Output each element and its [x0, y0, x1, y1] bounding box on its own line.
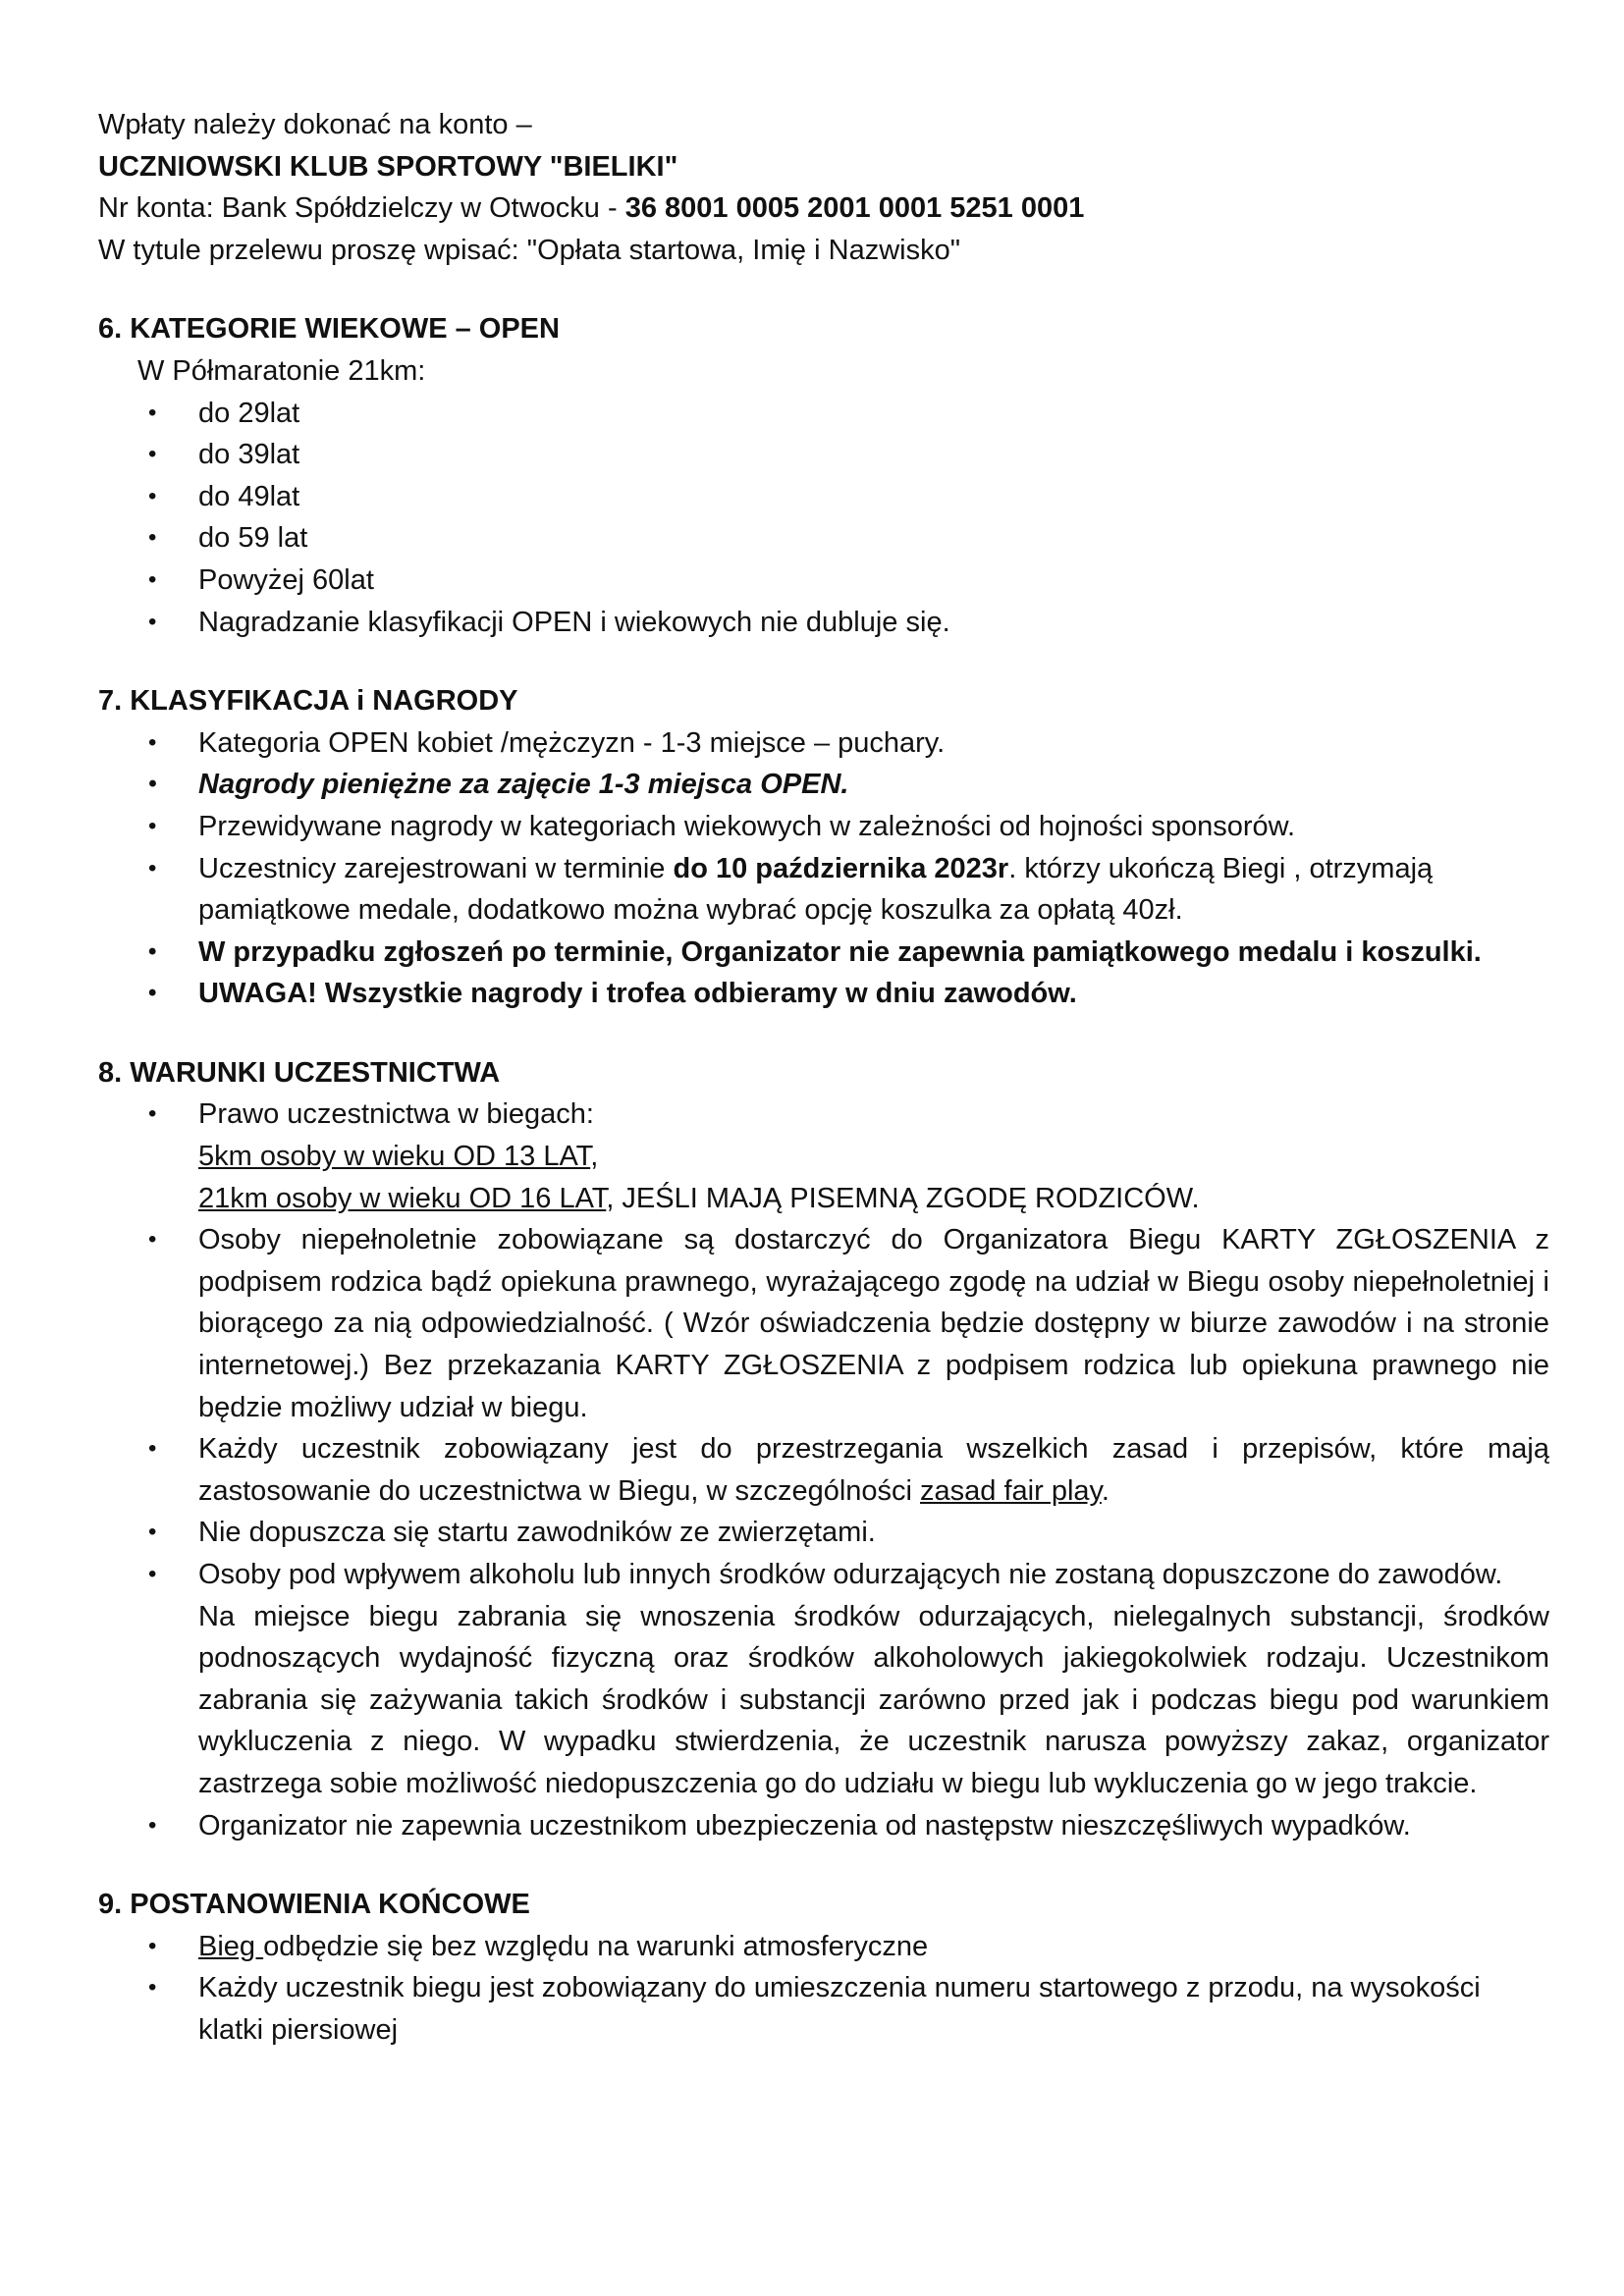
- bullet-icon: •: [148, 524, 157, 552]
- document-page: [98, 104, 1549, 2052]
- bullet-icon: •: [148, 980, 157, 1007]
- payment-info: [98, 104, 1549, 271]
- bullet-icon: •: [148, 1932, 157, 1959]
- list-item: • Każdy uczestnik zobowiązany jest do przestrzegania wszelkich zasad i przepisów, które mają zastosowanie do uczestnictwa w Biegu, w szczególności zasad fair play.: [98, 1428, 1549, 1512]
- bullet-icon: •: [148, 1100, 157, 1128]
- section-7: [98, 680, 1549, 1015]
- section-6-intro: W Półmaratonie 21km:: [137, 354, 426, 387]
- section-6: [98, 308, 1549, 643]
- participation-list: [98, 1094, 1549, 1846]
- prizes-list: [98, 722, 1549, 1015]
- final-provisions-list: [98, 1926, 1549, 2052]
- bullet-icon: •: [148, 728, 157, 756]
- age-category-list: [98, 393, 1549, 644]
- section-9: [98, 1884, 1549, 2051]
- list-item: • Bieg odbędzie się bez względu na warunki atmosferyczne: [98, 1926, 1549, 1968]
- section-9-heading: 9. POSTANOWIENIA KOŃCOWE: [98, 1889, 530, 1921]
- list-item: • Przewidywane nagrody w kategoriach wiekowych w zależności od hojności sponsorów.: [98, 806, 1549, 848]
- list-item: • Organizator nie zapewnia uczestnikom ubezpieczenia od następstw nieszczęśliwych wypadków.: [98, 1805, 1549, 1847]
- transfer-title: W tytule przelewu proszę wpisać: "Opłata startowa, Imię i Nazwisko": [98, 234, 961, 266]
- list-item: • Osoby niepełnoletnie zobowiązane są dostarczyć do Organizatora Biegu KARTY ZGŁOSZENIA z podpisem rodzica bądź opiekuna prawnego, wyrażającego zgodę na udział w Biegu osoby niepełnoletniej i biorącego za nią odpowiedzialność. ( Wzór oświadczenia będzie dostępny w biurze zawodów i na stronie internetowej.) Bez przekazania KARTY ZGŁOSZENIA z podpisem rodzica lub opiekuna prawnego nie będzie możliwy udział w biegu.: [98, 1219, 1549, 1428]
- bullet-icon: •: [148, 771, 157, 798]
- account-line: [98, 187, 1549, 230]
- list-item: • Każdy uczestnik biegu jest zobowiązany do umieszczenia numeru startowego z przodu, na wysokości klatki piersiowej: [98, 1967, 1549, 2051]
- section-8: [98, 1052, 1549, 1846]
- bullet-icon: •: [148, 1435, 157, 1463]
- list-item: • W przypadku zgłoszeń po terminie, Organizator nie zapewnia pamiątkowego medalu i koszulki.: [98, 932, 1549, 974]
- list-item: • Nagradzanie klasyfikacji OPEN i wiekowych nie dubluje się.: [98, 602, 1549, 644]
- list-item: • Nie dopuszcza się startu zawodników ze zwierzętami.: [98, 1512, 1549, 1554]
- list-item: • do 39lat: [98, 434, 1549, 476]
- club-name: UCZNIOWSKI KLUB SPORTOWY "BIELIKI": [98, 150, 678, 183]
- bullet-icon: •: [148, 399, 157, 426]
- bullet-icon: •: [148, 1561, 157, 1587]
- bullet-icon: •: [148, 812, 157, 839]
- section-6-heading: 6. KATEGORIE WIEKOWE – OPEN: [98, 313, 560, 346]
- payment-line: Wpłaty należy dokonać na konto –: [98, 109, 532, 140]
- list-item: • UWAGA! Wszystkie nagrody i trofea odbieramy w dniu zawodów.: [98, 973, 1549, 1015]
- list-item: • Uczestnicy zarejestrowani w terminie do 10 października 2023r. którzy ukończą Biegi , otrzymają pamiątkowe medale, dodatkowo można wybrać opcję koszulka za opłatą 40zł.: [98, 848, 1549, 932]
- list-item: • Prawo uczestnictwa w biegach: 5km osoby w wieku OD 13 LAT, 21km osoby w wieku OD 16 LAT, JEŚLI MAJĄ PISEMNĄ ZGODĘ RODZICÓW.: [98, 1094, 1549, 1219]
- list-item: • do 49lat: [98, 476, 1549, 518]
- list-item: • Osoby pod wpływem alkoholu lub innych środków odurzających nie zostaną dopuszczone do zawodów. Na miejsce biegu zabrania się wnoszenia środków odurzających, nielegalnych substancji, środków podnoszących wydajność fizyczną oraz środków alkoholowych jakiegokolwiek rodzaju. Uczestnikom zabrania się zażywania takich środków i substancji zarówno przed jak i podczas biegu pod warunkiem wykluczenia z niego. W wypadku stwierdzenia, że uczestnik narusza powyższy zakaz, organizator zastrzega sobie możliwość niedopuszczenia go do udziału w biegu lub wykluczenia go w jego trakcie.: [98, 1554, 1549, 1805]
- bullet-icon: •: [148, 565, 157, 593]
- account-prefix: Nr konta: Bank Spółdzielczy w Otwocku -: [98, 192, 625, 225]
- list-item: • do 29lat: [98, 393, 1549, 435]
- list-item: • Powyżej 60lat: [98, 560, 1549, 602]
- account-number: 36 8001 0005 2001 0001 5251 0001: [624, 192, 1085, 225]
- list-item: • Kategoria OPEN kobiet /mężczyzn - 1-3 miejsce – puchary.: [98, 722, 1549, 765]
- list-item: • do 59 lat: [98, 517, 1549, 560]
- list-item: • Nagrody pieniężne za zajęcie 1-3 miejsca OPEN.: [98, 764, 1549, 806]
- section-8-heading: 8. WARUNKI UCZESTNICTWA: [98, 1056, 501, 1089]
- bullet-icon: •: [148, 937, 157, 965]
- bullet-icon: •: [148, 1519, 157, 1546]
- section-7-heading: 7. KLASYFIKACJA i NAGRODY: [98, 685, 518, 718]
- bullet-icon: •: [148, 441, 157, 468]
- bullet-icon: •: [148, 1974, 157, 2002]
- bullet-icon: •: [148, 854, 157, 881]
- bullet-icon: •: [148, 1811, 157, 1839]
- bullet-icon: •: [148, 1226, 157, 1254]
- bullet-icon: •: [148, 608, 157, 635]
- bullet-icon: •: [148, 482, 157, 509]
